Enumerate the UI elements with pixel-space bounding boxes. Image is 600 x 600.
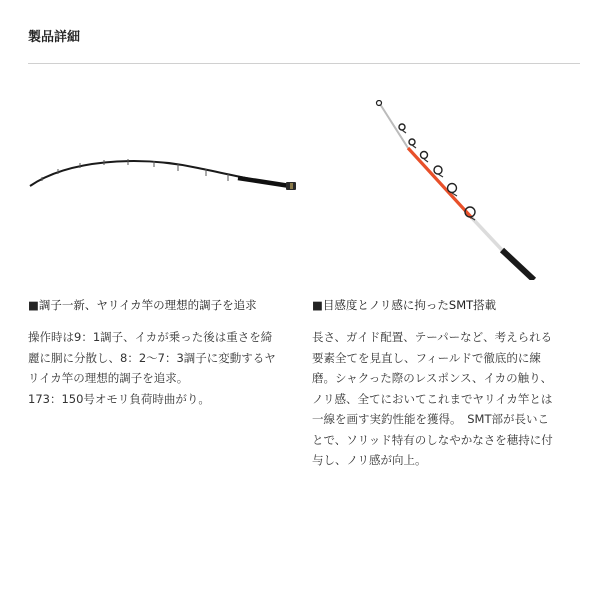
body-line: 与し、ノリ感が向上。 (312, 453, 427, 467)
rod-tip-closeup-icon (312, 100, 580, 280)
feature-body-right (312, 327, 578, 471)
feature-heading-right: ■目感度とノリ感に拘ったSMT搭載 (312, 298, 497, 312)
feature-heading-left: ■調子一新、ヤリイカ竿の理想的調子を追求 (28, 298, 257, 312)
body-line: 操作時は9：1調子、イカが乗った後は重さを綺 (28, 330, 273, 344)
body-line: リイカ竿の理想的調子を追求。 (28, 371, 189, 385)
body-line: 一線を画す実釣性能を獲得。 SMT部が長いこ (312, 412, 549, 426)
body-line: 要素全てを見直し、フィールドで徹底的に練 (312, 350, 541, 365)
body-line: 173：150号オモリ負荷時曲がり。 (28, 391, 210, 406)
page-title: 製品詳細 (28, 30, 81, 45)
body-line: とで、ソリッド特有のしなやかなさを穂持に付 (312, 432, 553, 447)
body-line: 長さ、ガイド配置、テーパーなど、考えられる (312, 330, 553, 344)
body-line: 磨。シャクった際のレスポンス、イカの触り、 (312, 371, 553, 385)
rod-tip-image (312, 100, 580, 280)
feature-body-left (28, 327, 298, 409)
header-divider (28, 63, 580, 64)
body-line: ノリ感、全てにおいてこれまでヤリイカ竿とは (312, 391, 553, 406)
bent-rod-icon (28, 100, 298, 280)
body-line: 麗に胴に分散し、8：2〜7：3調子に変動するヤ (28, 350, 276, 365)
bent-rod-image (28, 100, 298, 280)
